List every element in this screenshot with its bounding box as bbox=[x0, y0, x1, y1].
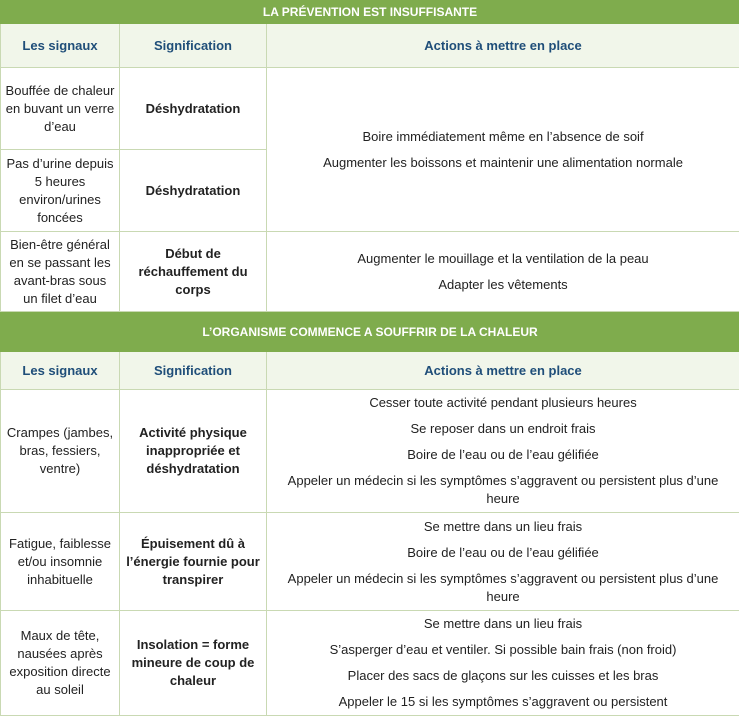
header-actions: Actions à mettre en place bbox=[267, 352, 739, 390]
section-2-banner bbox=[1, 312, 739, 352]
action-item: Se reposer dans un endroit frais bbox=[271, 420, 735, 438]
signification-cell: Déshydratation bbox=[120, 150, 267, 232]
action-item: Appeler un médecin si les symptômes s’aggravent ou persistent plus d’une heure bbox=[271, 472, 735, 508]
header-signification: Signification bbox=[120, 352, 267, 390]
actions-cell bbox=[267, 611, 739, 716]
signification-cell: Début de réchauffement du corps bbox=[120, 232, 267, 312]
action-item: Se mettre dans un lieu frais bbox=[271, 615, 735, 633]
action-item: Augmenter les boissons et maintenir une alimentation normale bbox=[271, 154, 735, 172]
action-item: Placer des sacs de glaçons sur les cuisses et les bras bbox=[271, 667, 735, 685]
section-1-header-row bbox=[1, 24, 739, 68]
actions-cell bbox=[267, 513, 739, 611]
signification-cell: Insolation = forme mineure de coup de chaleur bbox=[120, 611, 267, 716]
action-item: Appeler un médecin si les symptômes s’aggravent ou persistent plus d’une heure bbox=[271, 570, 735, 606]
action-item: Adapter les vêtements bbox=[271, 276, 735, 294]
table-row bbox=[1, 232, 739, 312]
section-1-title: LA PRÉVENTION EST INSUFFISANTE bbox=[1, 1, 739, 24]
action-item: Boire immédiatement même en l’absence de soif bbox=[271, 128, 735, 146]
signal-cell: Bouffée de chaleur en buvant un verre d’eau bbox=[1, 68, 120, 150]
header-actions: Actions à mettre en place bbox=[267, 24, 739, 68]
signification-cell: Épuisement dû à l’énergie fournie pour transpirer bbox=[120, 513, 267, 611]
signal-cell: Maux de tête, nausées après exposition directe au soleil bbox=[1, 611, 120, 716]
section-1-banner bbox=[1, 1, 739, 24]
action-item: Augmenter le mouillage et la ventilation de la peau bbox=[271, 250, 735, 268]
signal-cell: Fatigue, faiblesse et/ou insomnie inhabituelle bbox=[1, 513, 120, 611]
action-item: Cesser toute activité pendant plusieurs heures bbox=[271, 394, 735, 412]
action-item: S’asperger d’eau et ventiler. Si possible bain frais (non froid) bbox=[271, 641, 735, 659]
table-row bbox=[1, 513, 739, 611]
table-row bbox=[1, 390, 739, 513]
header-signification: Signification bbox=[120, 24, 267, 68]
section-2-title: L’ORGANISME COMMENCE A SOUFFRIR DE LA CHALEUR bbox=[1, 312, 739, 352]
section-2-header-row bbox=[1, 352, 739, 390]
action-item: Appeler le 15 si les symptômes s’aggravent ou persistent bbox=[271, 693, 735, 711]
signal-cell: Pas d’urine depuis 5 heures environ/urines foncées bbox=[1, 150, 120, 232]
header-signals: Les signaux bbox=[1, 24, 120, 68]
signification-cell: Déshydratation bbox=[120, 68, 267, 150]
signal-cell: Bien-être général en se passant les avant-bras sous un filet d’eau bbox=[1, 232, 120, 312]
table-row bbox=[1, 611, 739, 716]
signal-cell: Crampes (jambes, bras, fessiers, ventre) bbox=[1, 390, 120, 513]
action-item: Boire de l’eau ou de l’eau gélifiée bbox=[271, 446, 735, 464]
actions-cell bbox=[267, 390, 739, 513]
signification-cell: Activité physique inappropriée et déshydratation bbox=[120, 390, 267, 513]
action-item: Se mettre dans un lieu frais bbox=[271, 518, 735, 536]
actions-cell bbox=[267, 68, 739, 232]
actions-cell bbox=[267, 232, 739, 312]
header-signals: Les signaux bbox=[1, 352, 120, 390]
action-item: Boire de l’eau ou de l’eau gélifiée bbox=[271, 544, 735, 562]
table-row bbox=[1, 68, 739, 150]
